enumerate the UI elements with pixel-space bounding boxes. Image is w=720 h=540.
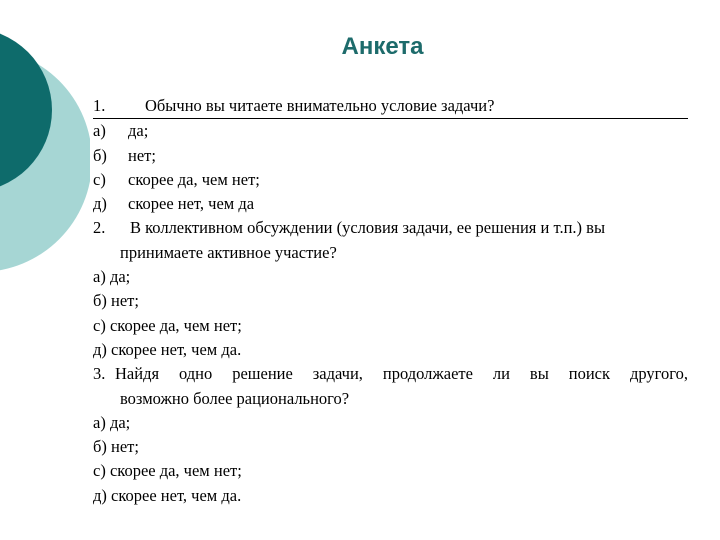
- question-number: 3.: [93, 364, 106, 384]
- answer-option: б) нет;: [93, 437, 139, 457]
- answer-option: а) да;: [93, 412, 131, 432]
- option-text: скорее нет, чем да: [128, 194, 255, 214]
- question-3: [93, 362, 688, 386]
- question-2: [93, 216, 688, 240]
- answer-option: б) нет;: [93, 291, 139, 311]
- question-text-continued: возможно более рационального?: [120, 388, 350, 408]
- answer-option: д) скорее нет, чем да.: [93, 485, 242, 505]
- answer-option: [93, 168, 688, 192]
- answer-option: с) скорее да, чем нет;: [93, 315, 242, 335]
- option-text: нет;: [128, 145, 156, 165]
- page-title: Анкета: [341, 33, 424, 60]
- answer-option: с) скорее да, чем нет;: [93, 461, 242, 481]
- answer-option: [93, 192, 688, 216]
- answer-option: а) да;: [93, 267, 131, 287]
- question-text-continued: принимаете активное участие?: [120, 242, 337, 262]
- option-label: с): [93, 169, 106, 189]
- answer-option: [93, 119, 688, 143]
- answer-option: [93, 144, 688, 168]
- answer-option: д) скорее нет, чем да.: [93, 339, 242, 359]
- survey-content: [93, 94, 688, 508]
- question-number: 1.: [93, 96, 106, 115]
- option-label: б): [93, 145, 107, 165]
- question-text: Найдя одно решение задачи, продолжаете ли вы поиск другого,: [115, 364, 688, 384]
- question-1: [93, 94, 688, 119]
- question-text: Обычно вы читаете внимательно условие задачи?: [145, 96, 495, 115]
- question-number: 2.: [93, 218, 106, 238]
- option-label: а): [93, 121, 106, 141]
- option-text: скорее да, чем нет;: [128, 169, 260, 189]
- question-text: В коллективном обсуждении (условия задачи, ее решения и т.п.) вы: [130, 218, 606, 238]
- option-text: да;: [128, 121, 149, 141]
- option-label: д): [93, 194, 107, 214]
